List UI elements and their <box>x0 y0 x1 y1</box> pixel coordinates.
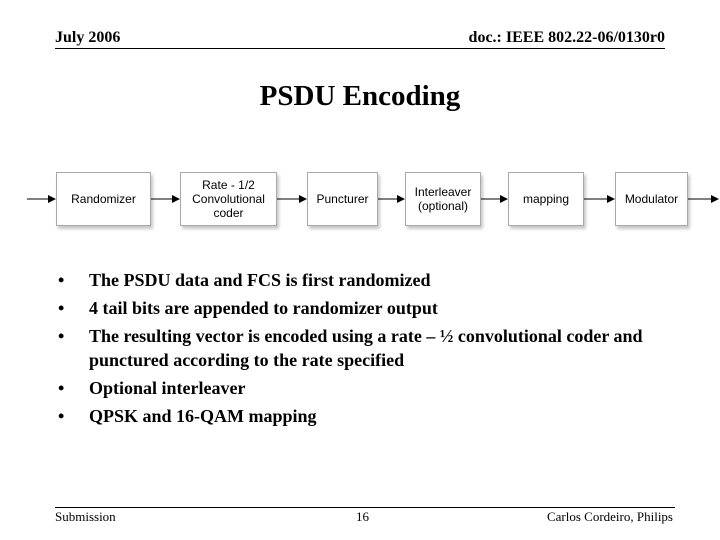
bullet-item: • Optional interleaver <box>58 378 246 398</box>
bullet-list <box>58 268 678 432</box>
bullet-item: • QPSK and 16-QAM mapping <box>58 406 317 426</box>
block-diagram <box>0 160 720 240</box>
bullet-item: • 4 tail bits are appended to randomizer output <box>58 298 438 318</box>
bullet-item: • The PSDU data and FCS is first randomized <box>58 270 431 290</box>
block-convolutional-coder: Rate - 1/2 Convolutional coder <box>180 172 277 226</box>
header-doc-id: doc.: IEEE 802.22-06/0130r0 <box>468 29 665 46</box>
block-randomizer: Randomizer <box>56 172 151 226</box>
header-date: July 2006 <box>55 29 121 46</box>
block-interleaver: Interleaver (optional) <box>405 172 481 226</box>
block-mapping: mapping <box>508 172 584 226</box>
slide-title: PSDU Encoding <box>259 80 461 112</box>
block-modulator: Modulator <box>615 172 688 226</box>
footer-divider <box>55 507 675 508</box>
footer-submission: Submission <box>55 509 116 524</box>
block-puncturer: Puncturer <box>307 172 378 226</box>
footer-page-number: 16 <box>356 509 369 524</box>
footer-author: Carlos Cordeiro, Philips <box>546 509 673 524</box>
bullet-item: • The resulting vector is encoded using a rate – ½ convolutional coder and punctured according to the rate specified <box>58 326 643 370</box>
header-divider <box>55 48 665 49</box>
